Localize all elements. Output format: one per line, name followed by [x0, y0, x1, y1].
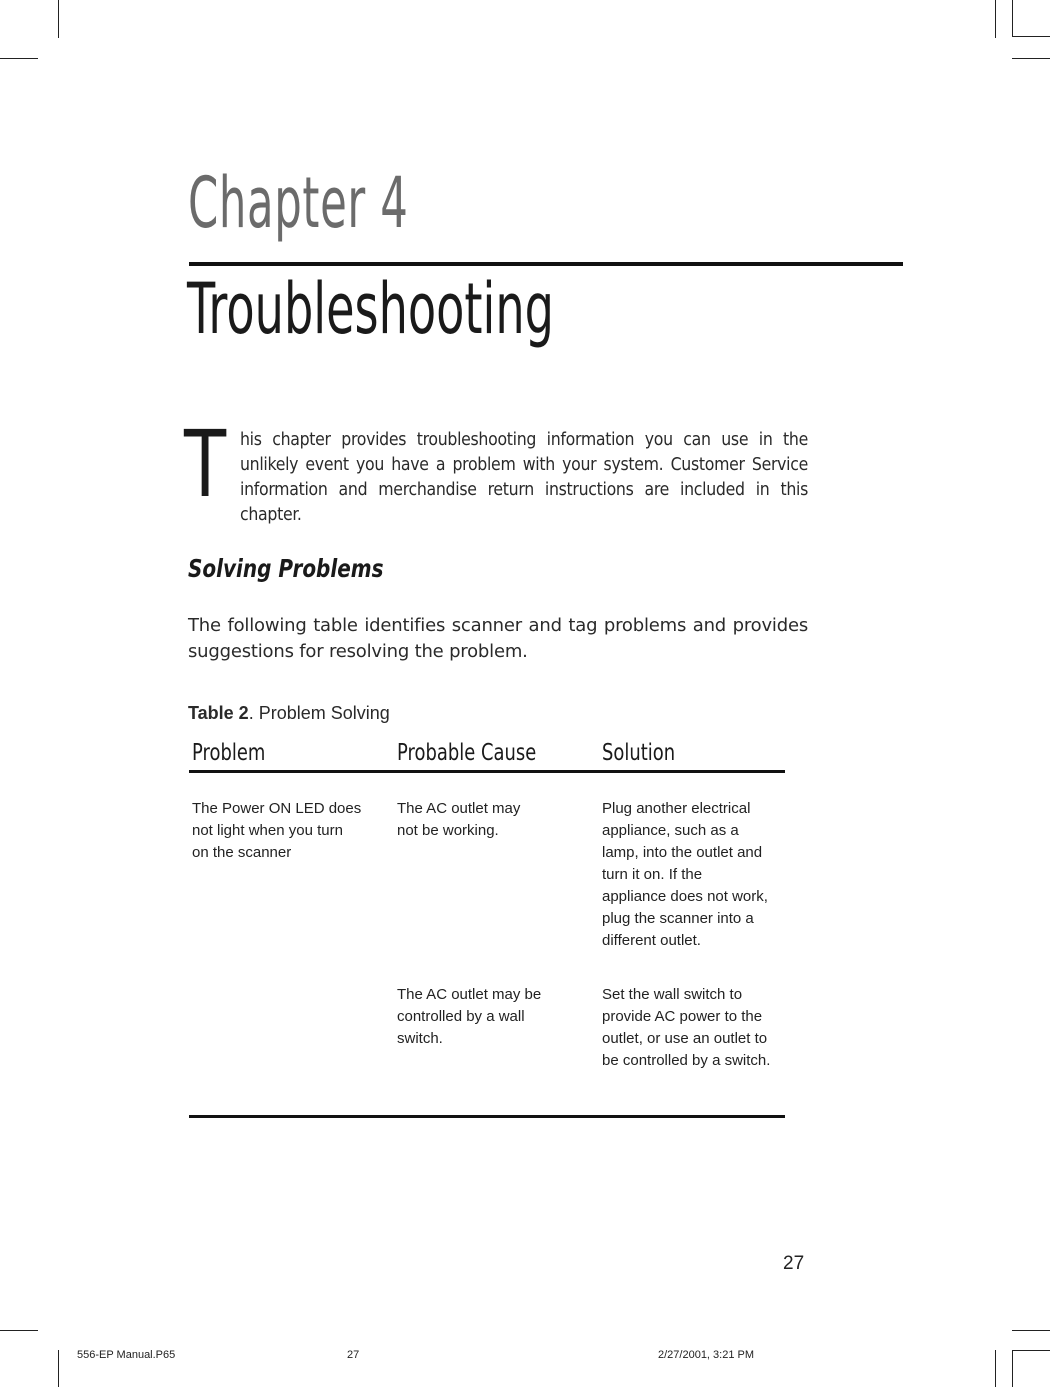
footer-timestamp: 2/27/2001, 3:21 PM	[658, 1349, 755, 1361]
crop-mark	[58, 0, 59, 38]
column-header-problem: Problem	[192, 740, 266, 766]
chapter-divider	[189, 262, 903, 266]
table-bottom-rule	[189, 1115, 785, 1118]
crop-mark	[0, 58, 38, 59]
section-body: The following table identifies scanner and tag problems and provides suggestions for resolving the problem.	[188, 615, 808, 662]
table-cell-solution: Plug another electrical appliance, such as a lamp, into the outlet and turn it on. If the appliance does not work, plug the scanner into a different outlet.	[602, 800, 768, 949]
intro-paragraph	[184, 411, 808, 528]
footer-page: 27	[347, 1349, 360, 1361]
column-header-solution: Solution	[602, 740, 676, 766]
crop-mark	[995, 1350, 996, 1387]
crop-mark	[995, 0, 996, 38]
chapter-title: Troubleshooting	[187, 268, 554, 350]
intro-text: his chapter provides troubleshooting information you can use in the unlikely event you have a problem with your system. Customer Service information and merchandise return instructions are included in this chapter.	[240, 430, 808, 525]
crop-mark	[1012, 1330, 1050, 1331]
drop-cap: T	[184, 411, 226, 518]
table-cell-solution: Set the wall switch to provide AC power to the outlet, or use an outlet to be controlled by a switch.	[602, 986, 771, 1069]
column-header-probable-cause: Probable Cause	[397, 740, 537, 766]
footer-filename: 556-EP Manual.P65	[77, 1349, 176, 1361]
table-header-rule	[189, 770, 785, 773]
crop-mark	[1012, 58, 1050, 59]
crop-mark	[1012, 36, 1050, 37]
table-caption	[188, 703, 390, 724]
table-cell-cause: The AC outlet may not be working.	[397, 800, 521, 839]
page-number: 27	[783, 1253, 805, 1274]
table-cell-cause: The AC outlet may be controlled by a wall switch.	[397, 986, 542, 1047]
chapter-label: Chapter 4	[188, 162, 409, 244]
crop-mark	[1012, 0, 1013, 36]
section-heading: Solving Problems	[188, 554, 384, 583]
table-caption-number: Table 2	[188, 703, 249, 723]
table-cell-problem: The Power ON LED does not light when you turn on the scanner	[192, 800, 362, 861]
crop-mark	[58, 1350, 59, 1387]
crop-mark	[0, 1330, 38, 1331]
table-caption-text: . Problem Solving	[248, 703, 390, 723]
crop-mark	[1012, 1350, 1013, 1387]
crop-mark	[1012, 1350, 1050, 1351]
